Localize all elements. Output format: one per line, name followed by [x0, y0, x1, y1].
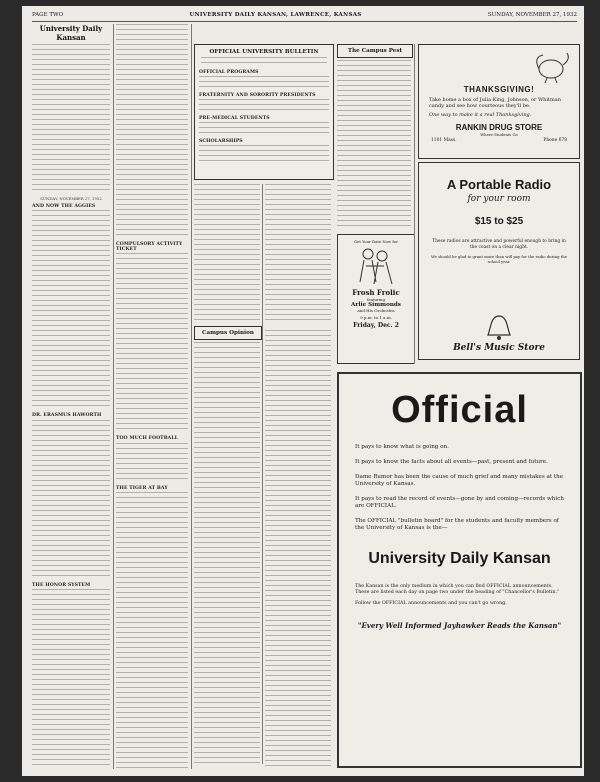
- radio-headline: A Portable Radio: [446, 177, 552, 192]
- radio-body: These radios are attractive and powerful enough to bring in the coast on a clear night.: [432, 239, 566, 250]
- bulletin-text: [199, 122, 329, 136]
- official-line-3: Dame Rumor has been the cause of much grief and many mistakes at the University of Kansas.: [355, 474, 564, 487]
- masthead-date: SUNDAY, NOVEMBER 27, 1932: [40, 196, 102, 201]
- article-text: [116, 24, 188, 239]
- paper-title: UNIVERSITY DAILY KANSAN, LAWRENCE, KANSAS: [189, 12, 362, 18]
- bulletin-section-3: PRE-MEDICAL STUDENTS: [199, 116, 270, 121]
- headline-too-much-football: TOO MUCH FOOTBALL: [116, 436, 178, 442]
- column-rule: [262, 184, 263, 764]
- column-rule: [113, 24, 114, 769]
- frosh-featuring: featuring: [367, 297, 385, 302]
- editorial-column-2: [116, 24, 188, 769]
- official-follow: Follow the OFFICIAL announcements and you can't go wrong.: [355, 600, 507, 606]
- article-text: [116, 492, 188, 769]
- official-paper-name: University Daily Kansan: [368, 550, 551, 567]
- official-line-2: It pays to know the facts about all events—past, present and future.: [355, 459, 548, 465]
- frosh-band: Arlie Simmonds: [351, 302, 401, 308]
- opinion-text: [194, 342, 260, 767]
- official-kansan-ad: [337, 372, 582, 768]
- radio-body2: We should be glad to grant more than will pay for the radio during the school year.: [431, 254, 567, 264]
- turkey-illustration: [529, 49, 573, 83]
- bell-icon: [484, 313, 514, 341]
- bulletin-section-4: SCHOLARSHIPS: [199, 139, 243, 144]
- column-rule: [414, 44, 415, 364]
- running-header: [32, 9, 577, 22]
- article-text: [116, 443, 188, 483]
- frosh-date: Friday, Dec. 2: [353, 322, 399, 329]
- rankin-sub: Where Students Go: [480, 131, 518, 137]
- bulletin-section-1: OFFICIAL PROGRAMS: [199, 70, 259, 75]
- bulletin-text: [199, 145, 329, 165]
- frosh-intro: Get Your Date Now for: [354, 239, 398, 244]
- header-date: SUNDAY, NOVEMBER 27, 1932: [487, 12, 577, 18]
- official-line-5: The OFFICIAL "bulletin board" for the students and faculty members of the University of Kansas is the—: [355, 518, 559, 531]
- rankin-body: Take home a box of Julia King, Johnson, or Whitman candy and see how courteous they'll be.: [429, 97, 561, 110]
- rankin-address: 1101 Mass.: [431, 137, 457, 143]
- rankin-contact: [431, 138, 567, 143]
- page-label: PAGE TWO: [32, 12, 64, 18]
- headline-and-now-the-aggies: AND NOW THE AGGIES: [32, 204, 96, 210]
- column-rule: [191, 24, 192, 769]
- article-text: [194, 184, 260, 322]
- rankin-store: RANKIN DRUG STORE: [455, 122, 543, 132]
- bulletin-title: OFFICIAL UNIVERSITY BULLETIN: [209, 49, 319, 55]
- dancing-couple-illustration: [338, 244, 414, 288]
- masthead-title: University Daily Kansan: [39, 24, 103, 42]
- frosh-frolic-ad: [337, 234, 415, 364]
- campus-opinion-heading-box: [194, 326, 262, 340]
- article-text: [32, 210, 110, 410]
- article-text: [32, 420, 110, 580]
- frosh-event: Frosh Frolic: [352, 288, 400, 297]
- headline-erasmus-haworth: DR. ERASMUS HAWORTH: [32, 413, 102, 419]
- frosh-time: 9 p.m. to 1 a.m.: [360, 315, 392, 320]
- portable-radio-ad: [418, 162, 580, 360]
- radio-price: $15 to $25: [474, 216, 524, 227]
- headline-compulsory-activity-ticket: COMPULSORY ACTIVITY TICKET: [116, 242, 183, 253]
- bulletin-section-2: FRATERNITY AND SORORITY PRESIDENTS: [199, 93, 316, 98]
- radio-store: Bell's Music Store: [453, 343, 545, 353]
- official-line-4: It pays to read the record of events—gone by and coming—records which are OFFICIAL.: [355, 496, 564, 509]
- campus-pest-heading-box: [337, 44, 413, 58]
- bulletin-text: [199, 76, 329, 90]
- rankin-headline: THANKSGIVING!: [463, 85, 535, 94]
- bulletin-subline: [201, 57, 327, 67]
- bulletin-text: [199, 99, 329, 113]
- column-text: [337, 60, 411, 228]
- frosh-band2: and His Orchestra: [357, 308, 395, 313]
- official-line-1: It pays to know what is going on.: [355, 444, 449, 450]
- headline-honor-system: THE HONOR SYSTEM: [32, 582, 91, 588]
- rankin-phone: Phone 678: [543, 137, 567, 143]
- campus-opinion-title: Campus Opinion: [202, 330, 254, 336]
- headline-tiger-at-bay: THE TIGER AT BAY: [116, 485, 168, 491]
- staff-listing: [32, 44, 110, 194]
- article-text: [32, 589, 110, 769]
- opinion-text: [265, 330, 331, 767]
- radio-sub: for your room: [467, 194, 531, 204]
- article-text: [116, 253, 188, 433]
- official-body: The Kansan is the only medium in which you can find OFFICIAL announcements. These are listed each day on page two under the heading of "Chancellor's Bulletin.": [355, 584, 560, 596]
- official-headline: Official: [391, 389, 528, 431]
- rankin-tagline: One way to make it a real Thanksgiving.: [429, 111, 532, 118]
- article-text: [265, 184, 331, 322]
- official-bulletin-box: [194, 44, 334, 180]
- rankin-drug-ad: [418, 44, 580, 159]
- editorial-column-1: [32, 24, 110, 769]
- official-slogan: "Every Well Informed Jayhawker Reads the Kansan": [357, 621, 562, 631]
- campus-pest-title: The Campus Pest: [347, 48, 403, 54]
